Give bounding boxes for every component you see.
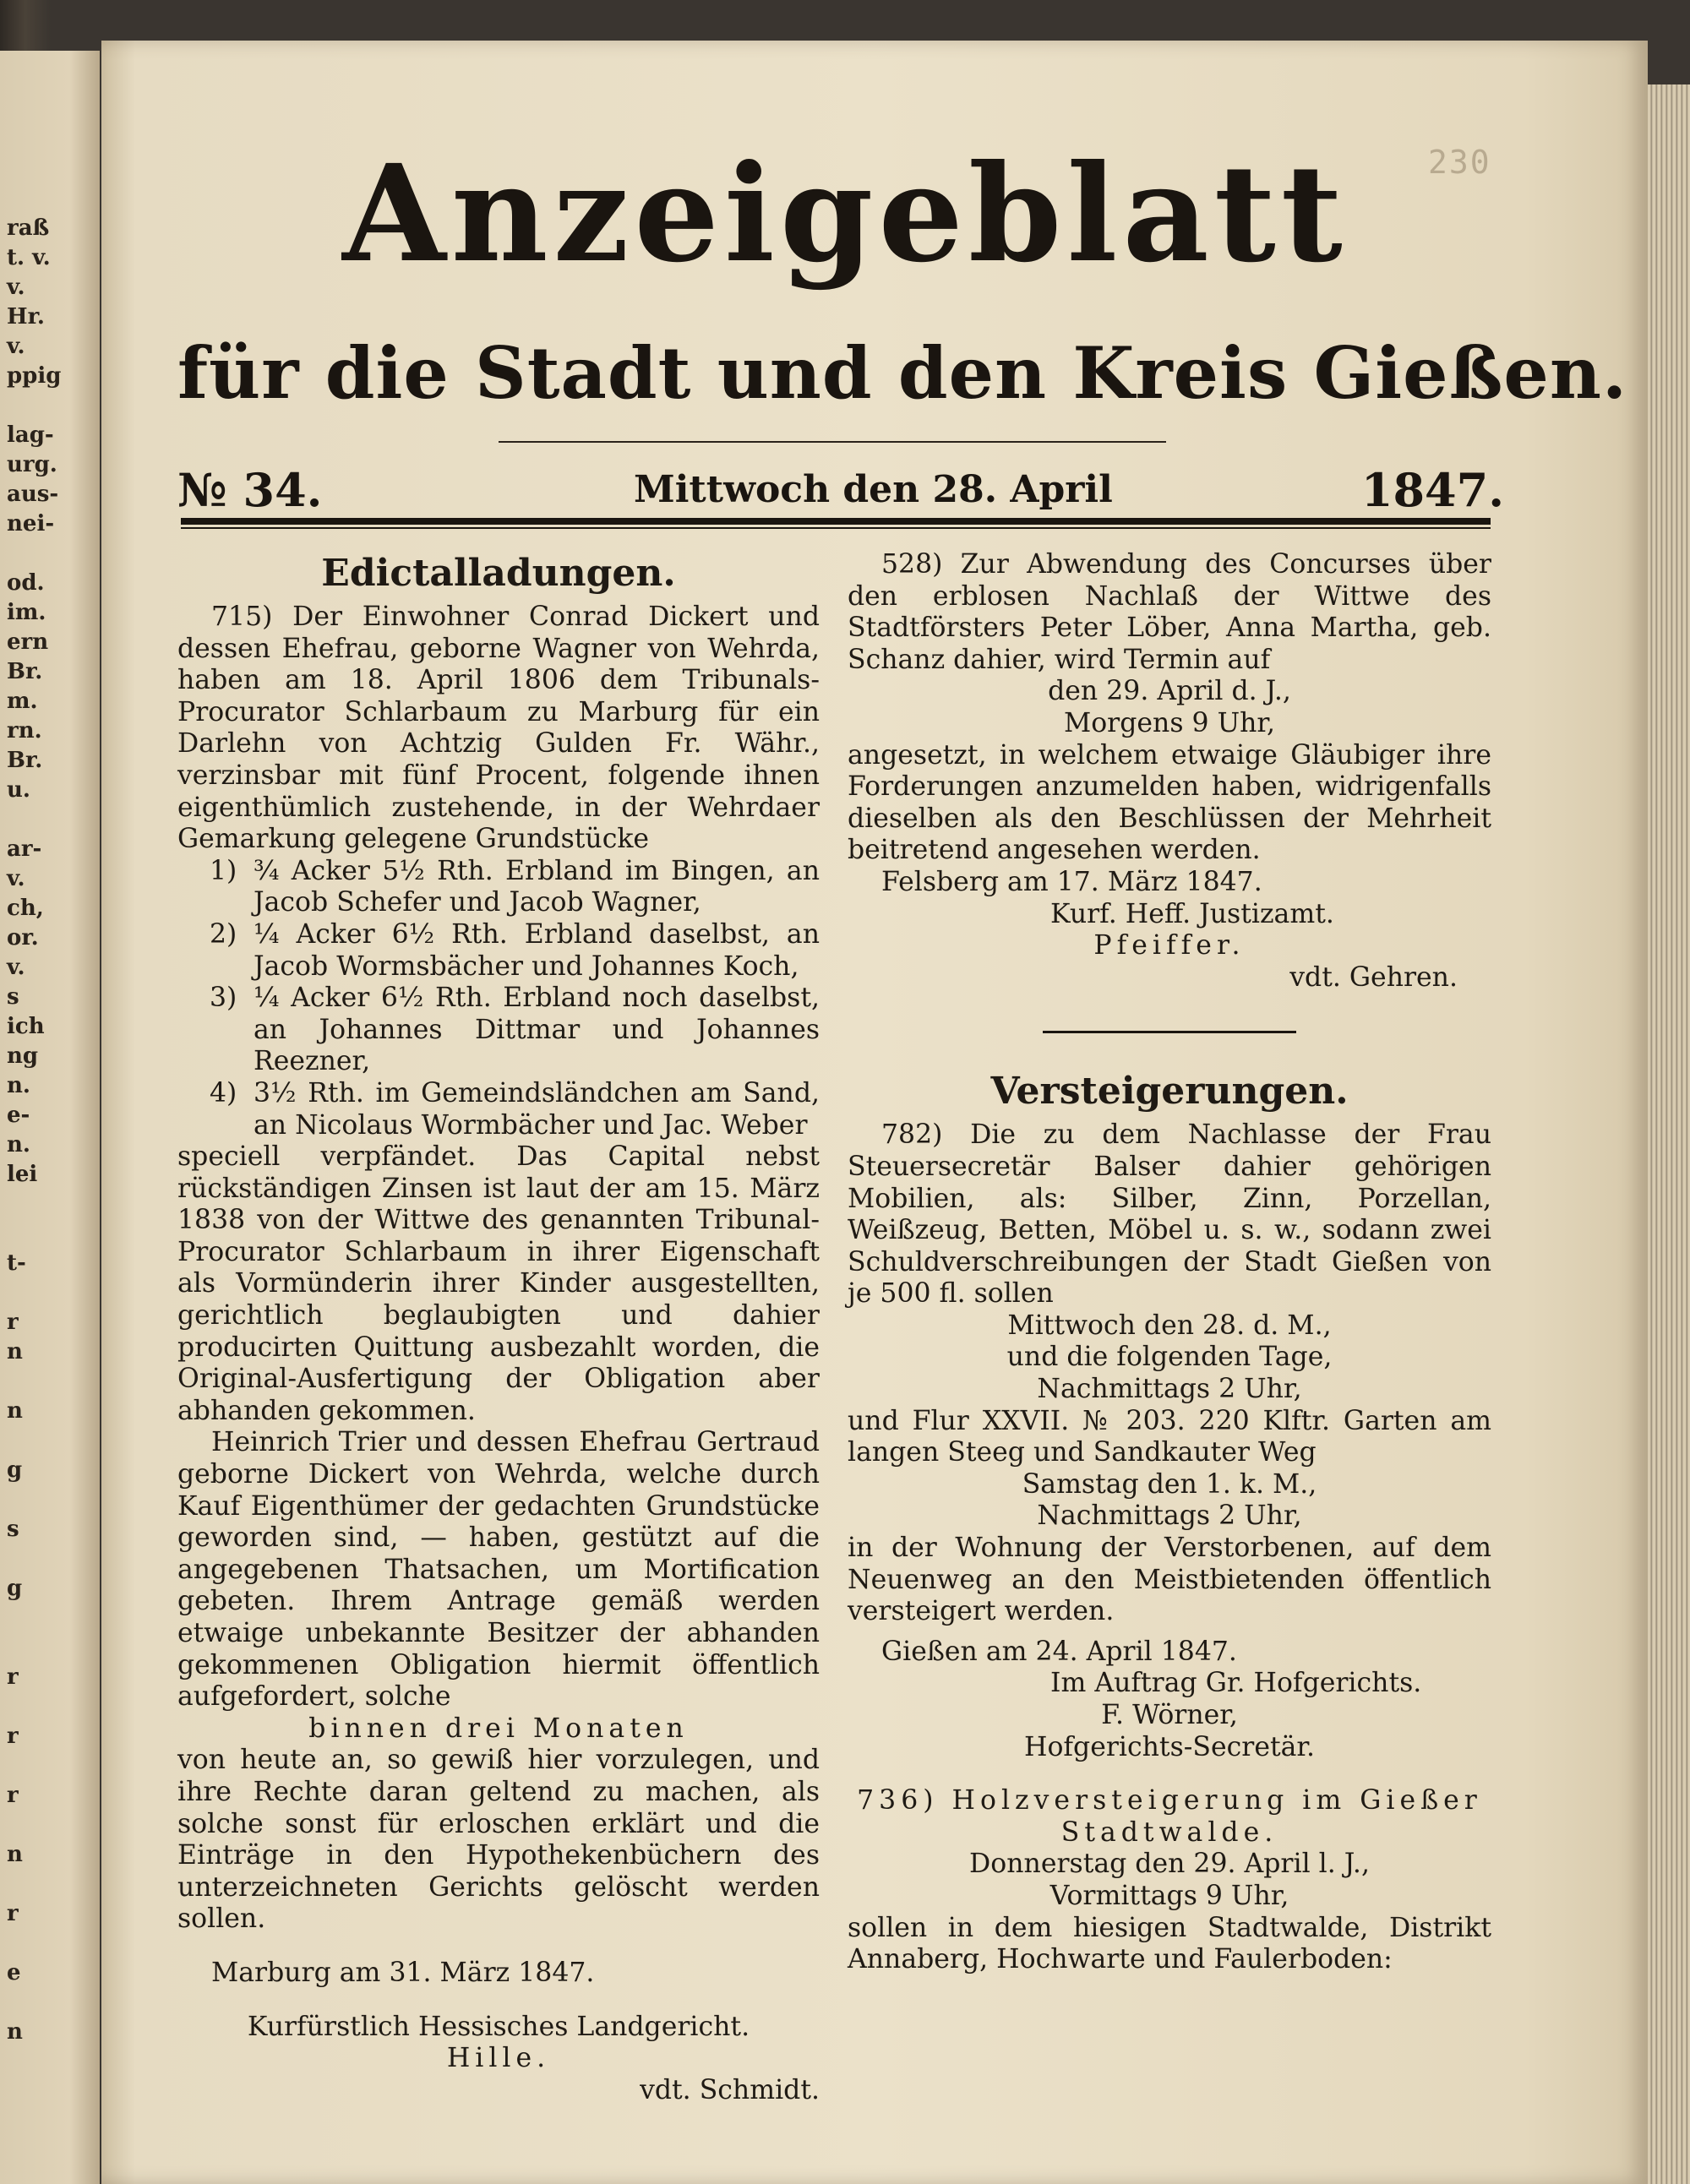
facing-page-fragment: n (7, 1398, 23, 1424)
header-rule-thin (181, 527, 1491, 529)
facing-page-fragment: urg. (7, 452, 57, 477)
parcel-text: ¾ Acker 5½ Rth. Erbland im Bingen, an Jacob Schefer und Jacob Wagner, (254, 855, 820, 918)
facing-page-fragment: n (7, 1339, 23, 1364)
facing-page-fragment: or. (7, 925, 39, 950)
facing-page-fragment: r (7, 1310, 19, 1335)
parcel-list (177, 856, 820, 1141)
facing-page-fragment: Br. (7, 748, 43, 773)
notice-715-vdt: vdt. Schmidt. (640, 2074, 820, 2105)
facing-page-fragment: Hr. (7, 304, 45, 330)
facing-page-fragment: r (7, 1901, 19, 1926)
facing-page-fragment: v. (7, 955, 25, 980)
notice-782-date2: Samstag den 1. k. M., (1022, 1468, 1317, 1500)
parcel-item (177, 1078, 820, 1141)
facing-page-fragment: n. (7, 1073, 30, 1098)
notice-715-court: Kurfürstlich Hessisches Landgericht. (247, 2011, 750, 2042)
facing-page-fragment: s (7, 984, 19, 1010)
facing-page-fragment: t. v. (7, 245, 51, 270)
section-separator (1043, 1031, 1296, 1033)
notice-528-place: Felsberg am 17. März 1847. (881, 866, 1262, 897)
facing-page-fragment: lag- (7, 422, 54, 448)
facing-page-fragment: ar- (7, 836, 42, 862)
notice-715-place-date: Marburg am 31. März 1847. (211, 1957, 595, 1988)
notice-715-judge: Hille. (446, 2043, 551, 2074)
notice-782-place: Gießen am 24. April 1847. (881, 1636, 1237, 1667)
facing-page-fragment: u. (7, 777, 30, 803)
parcel-item (177, 919, 820, 983)
right-column (848, 549, 1491, 1976)
facing-page-fragment: ch, (7, 896, 44, 921)
facing-page-fragment: ich (7, 1014, 45, 1039)
notice-782-time: Nachmittags 2 Uhr, (1037, 1374, 1302, 1405)
notice-528: 528) Zur Abwendung des Concurses über den erblosen Nachlaß der Wittwe des Stadtförsters Peter Löber, Anna Martha, geb. Schanz dahier, wird Termin auf (848, 549, 1491, 675)
notice-528-date: den 29. April d. J., (1048, 676, 1291, 707)
notice-736-heading: 736) Holzversteigerung im Gießer Stadtwalde. (857, 1785, 1482, 1848)
notice-528-time: Morgens 9 Uhr, (1063, 707, 1276, 738)
notice-782-auth: Im Auftrag Gr. Hofgerichts. (1050, 1668, 1422, 1699)
facing-page-fragment: ppig (7, 363, 62, 389)
parcel-number: 3) (210, 983, 237, 1014)
parcel-text: 3½ Rth. im Gemeindsländchen am Sand, an Nicolaus Wormbächer und Jac. Weber (254, 1077, 820, 1141)
notice-736-time: Vormittags 9 Uhr, (1049, 1880, 1289, 1911)
facing-page-fragment: r (7, 1724, 19, 1749)
parcel-item (177, 856, 820, 919)
notice-528-cont: angesetzt, in welchem etwaige Gläubiger ihre Forderungen anzumelden haben, widrigenfalls dieselben als den Beschlüssen der Mehrheit beitretend angesehen werden. (848, 739, 1491, 866)
notice-528-name: Pfeiffer. (1093, 930, 1246, 961)
notice-782: 782) Die zu dem Nachlasse der Frau Steuersecretär Balser dahier gehörigen Mobilien, als: Silber, Zinn, Porzellan, Weißzeug, Betten, Möbel u. s. w., sodann zwei Schuldverschreibungen der Stadt Gießen von je 500 fl. sollen (848, 1119, 1491, 1310)
notice-782-date: Mittwoch den 28. d. M., (1007, 1310, 1332, 1341)
facing-page-fragment: n. (7, 1132, 30, 1157)
section-heading-versteigerungen: Versteigerungen. (990, 1070, 1349, 1114)
facing-page-fragment: s (7, 1517, 19, 1542)
notice-715-para4: von heute an, so gewiß hier vorzulegen, und ihre Rechte daran geltend zu machen, als solche sonst für erloschen erklärt und die Einträge in den Hypothekenbüchern des unterzeichneten Gerichts gelöscht werden sollen. (177, 1745, 820, 1935)
facing-page-fragment: g (7, 1576, 23, 1601)
issue-line (177, 460, 1504, 520)
header-rule-thick (181, 518, 1491, 525)
facing-page-fragment: m. (7, 689, 38, 714)
facing-page-fragment: r (7, 1783, 19, 1808)
parcel-text: ¼ Acker 6½ Rth. Erbland noch daselbst, an Johannes Dittmar und Johannes Reezner, (254, 983, 820, 1077)
section-heading-edictalladungen: Edictalladungen. (321, 552, 676, 595)
facing-page-fragment: e (7, 1960, 21, 1985)
facing-page-fragment: v. (7, 334, 25, 359)
notice-528-office: Kurf. Heff. Justizamt. (1050, 898, 1334, 929)
parcel-number: 4) (210, 1077, 237, 1108)
masthead-rule (499, 441, 1166, 443)
facing-page-fragment: e- (7, 1103, 30, 1128)
facing-page-fragment: ng (7, 1043, 39, 1069)
notice-782-cont: in der Wohnung der Verstorbenen, auf dem Neuenweg an den Meistbietenden öffentlich versteigert werden. (848, 1533, 1491, 1627)
facing-page-fragment: g (7, 1457, 23, 1483)
facing-page-fragment: t- (7, 1250, 26, 1276)
facing-page-edge (0, 51, 100, 2184)
facing-page-fragment: n (7, 2019, 23, 2045)
notice-715-deadline: binnen drei Monaten (308, 1713, 689, 1744)
facing-page-fragment: v. (7, 275, 25, 300)
parcel-item (177, 983, 820, 1078)
notice-782-name: F. Wörner, (1101, 1700, 1238, 1730)
facing-page-fragment: r (7, 1664, 19, 1690)
facing-page-fragment: rn. (7, 718, 42, 743)
parcel-number: 1) (210, 855, 237, 886)
masthead-subtitle: für die Stadt und den Kreis Gießen. (177, 331, 1628, 415)
facing-page-fragment: lei (7, 1162, 38, 1187)
page-number: 230 (1428, 144, 1491, 181)
masthead-title: Anzeigeblatt (342, 136, 1348, 292)
page-stack-edges (1648, 84, 1690, 2184)
issue-year: 1847. (1360, 463, 1504, 517)
notice-715-para2: speciell verpfändet. Das Capital nebst rückständigen Zinsen ist laut der am 15. März 1838 von der Wittwe des genannten Tribunal-Procurator Schlarbaum in ihrer Eigenschaft als Vormünderin ihrer Kinder ausgestellten, gerichtlich beglaubigten und dahier producirten Quittung ausbezahlt worden, die Original-Ausfertigung der Obligation aber abhanden gekommen. (177, 1141, 820, 1426)
facing-page-fragment: im. (7, 600, 46, 625)
facing-page-fragment: ern (7, 629, 49, 655)
facing-page-fragment: n (7, 1842, 23, 1867)
facing-page-fragment: aus- (7, 482, 59, 507)
notice-715-intro: 715) Der Einwohner Conrad Dickert und dessen Ehefrau, geborne Wagner von Wehrda, haben am 18. April 1806 dem Tribunals-Procurator Schlarbaum zu Marburg für ein Darlehn von Achtzig Gulden Fr. Währ., verzinsbar mit fünf Procent, folgende ihnen eigenthümlich zustehende, in der Wehrdaer Gemarkung gelegene Grundstücke (177, 602, 820, 855)
facing-page-fragment: v. (7, 866, 25, 891)
notice-736-cont: sollen in dem hiesigen Stadtwalde, Distrikt Annaberg, Hochwarte und Faulerboden: (848, 1912, 1491, 1975)
notice-782-title: Hofgerichts-Secretär. (1023, 1731, 1316, 1762)
notice-715-para3: Heinrich Trier und dessen Ehefrau Gertraud geborne Dickert von Wehrda, welche durch Kauf Eigenthümer der gedachten Grundstücke geworden sind, — haben, gestützt auf die angegebenen Thatsachen, um Mortification gebeten. Ihrem Antrage gemäß werden etwaige unbekannte Besitzer der abhanden gekommenen Obligation hiermit öffentlich aufgefordert, solche (177, 1427, 820, 1713)
facing-page-fragment: od. (7, 570, 45, 596)
facing-page-fragment: nei- (7, 511, 55, 536)
parcel-text: ¼ Acker 6½ Rth. Erbland daselbst, an Jacob Wormsbächer und Johannes Koch, (254, 918, 820, 982)
issue-number: № 34. (177, 463, 323, 517)
parcel-number: 2) (210, 918, 237, 950)
left-column (177, 549, 820, 2106)
notice-782-following: und die folgenden Tage, (1006, 1342, 1333, 1373)
facing-page-fragment: raß (7, 215, 50, 241)
notice-736-date: Donnerstag den 29. April l. J., (969, 1849, 1370, 1880)
notice-782-flur: und Flur XXVII. № 203. 220 Klftr. Garten am langen Steeg und Sandkauter Weg (848, 1405, 1491, 1468)
notice-782-time2: Nachmittags 2 Uhr, (1037, 1500, 1302, 1532)
notice-528-vdt: vdt. Gehren. (1289, 961, 1458, 993)
facing-page-fragment: Br. (7, 659, 43, 684)
issue-date: Mittwoch den 28. April (634, 468, 1113, 511)
